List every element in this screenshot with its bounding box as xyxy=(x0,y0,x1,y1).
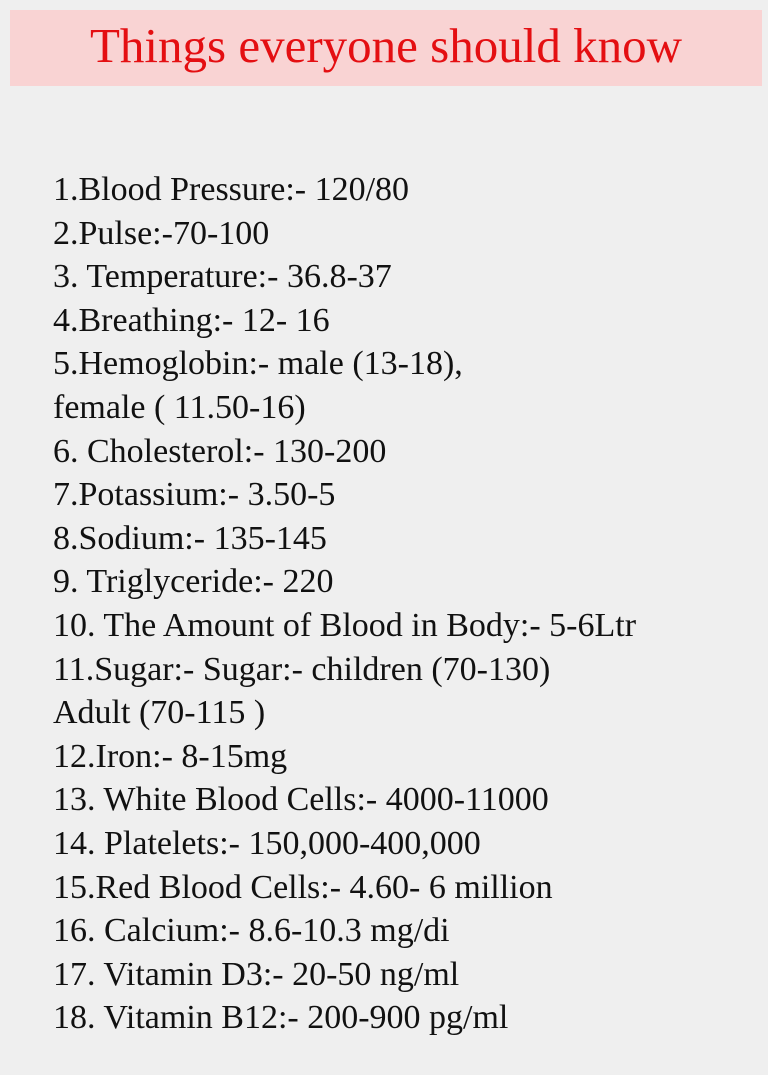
fact-line: 2.Pulse:-70-100 xyxy=(53,214,270,252)
fact-line: 11.Sugar:- Sugar:- children (70-130) xyxy=(53,650,551,688)
title-banner xyxy=(10,10,762,86)
fact-line: 5.Hemoglobin:- male (13-18), xyxy=(53,345,463,383)
fact-line: Adult (70-115 ) xyxy=(53,694,266,732)
fact-line: 6. Cholesterol:- 130-200 xyxy=(53,432,387,470)
fact-line: 16. Calcium:- 8.6-10.3 mg/di xyxy=(53,912,450,950)
fact-line: 18. Vitamin B12:- 200-900 pg/ml xyxy=(53,999,509,1037)
fact-line: 14. Platelets:- 150,000-400,000 xyxy=(53,824,481,862)
fact-line: 10. The Amount of Blood in Body:- 5-6Ltr xyxy=(53,606,637,644)
fact-line: 3. Temperature:- 36.8-37 xyxy=(53,258,392,296)
fact-line: 12.Iron:- 8-15mg xyxy=(53,737,288,775)
fact-line: 8.Sodium:- 135-145 xyxy=(53,519,327,557)
fact-line: 4.Breathing:- 12- 16 xyxy=(53,301,330,339)
fact-line: 7.Potassium:- 3.50-5 xyxy=(53,476,336,514)
fact-line: 9. Triglyceride:- 220 xyxy=(53,563,334,601)
fact-line: 15.Red Blood Cells:- 4.60- 6 million xyxy=(53,868,553,906)
fact-line: 1.Blood Pressure:- 120/80 xyxy=(53,171,410,208)
facts-list xyxy=(53,168,758,1040)
fact-line: 17. Vitamin D3:- 20-50 ng/ml xyxy=(53,955,460,993)
fact-line: 13. White Blood Cells:- 4000-11000 xyxy=(53,781,549,819)
fact-line: female ( 11.50-16) xyxy=(53,388,306,426)
page-title: Things everyone should know xyxy=(90,18,682,73)
